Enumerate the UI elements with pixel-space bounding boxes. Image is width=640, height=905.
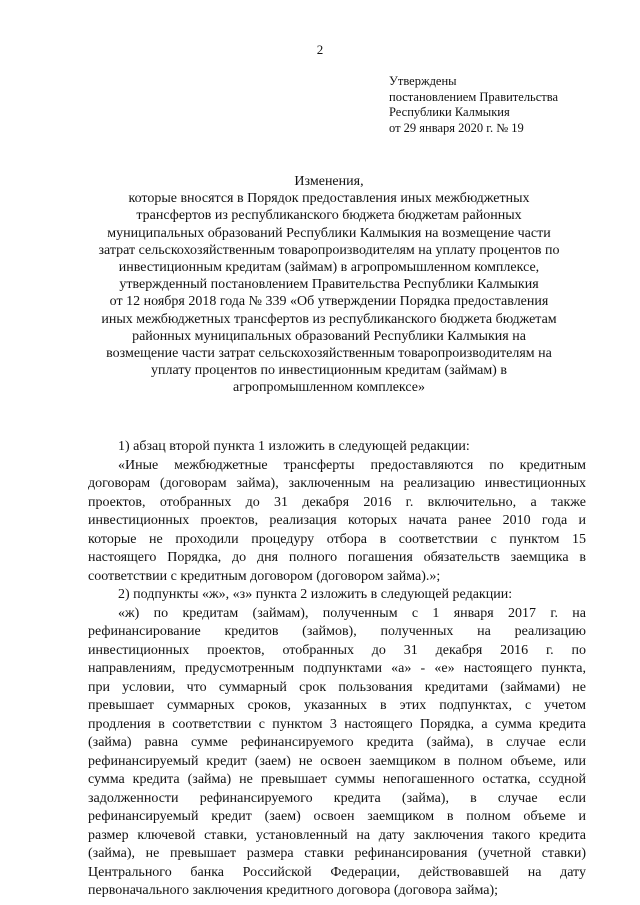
title-line: затрат сельскохозяйственным товаропроизводителям на уплату процентов по	[98, 242, 560, 258]
body-line: «Иные межбюджетные трансферты предоставляются по кредитным	[118, 457, 586, 473]
body-line: которые не проходили процедуру отбора в соответствии с пунктом 15	[88, 531, 586, 547]
approval-line: Республики Калмыкия	[389, 105, 510, 119]
page-number: 2	[316, 42, 324, 57]
body-line: договорам (договорам займа), заключенным на реализацию инвестиционных	[88, 476, 586, 491]
body-line: (займа), не превышает размера ставки рефинансирования (учетной ставки)	[88, 846, 586, 861]
title-line: муниципальных образований Республики Калмыкия на возмещение части	[107, 225, 551, 241]
title-line: которые вносятся в Порядок предоставления иных межбюджетных	[128, 191, 530, 207]
document-title	[70, 173, 588, 397]
body-line: размер ключевой ставки, установленный на дату заключения такого кредита	[88, 827, 586, 843]
body-line: 1) абзац второй пункта 1 изложить в следующей редакции:	[118, 439, 470, 454]
body-line: Центрального банка Российской Федерации, действовавшей на дату	[88, 864, 586, 880]
title-line: трансфертов из республиканского бюджета бюджетам районных	[136, 208, 522, 224]
approval-line: Утверждены	[389, 74, 457, 88]
body-line: 2) подпункты «ж», «з» пункта 2 изложить в следующей редакции:	[118, 587, 513, 602]
body-line: первоначального заключения кредитного договора (договора займа);	[88, 883, 499, 898]
body-line: превышает суммарных сроков, указанных в этих подпунктах, с учетом	[88, 698, 586, 713]
title-line: от 12 ноября 2018 года № 339 «Об утверждении Порядка предоставления	[109, 294, 549, 310]
body-line: при условии, что суммарный срок пользования кредитами (займами) не	[88, 679, 586, 695]
body-line: инвестиционных проектов, реализация которых начата ранее 2010 года и	[88, 513, 586, 528]
title-line: агропромышленном комплексе»	[233, 380, 425, 396]
body-line: соответствии с кредитным договором (договором займа).»;	[88, 568, 441, 584]
body-line: настоящего Порядка, до дня полного погашения обязательств заемщика в	[88, 550, 586, 565]
body-line: продления в соответствии с пунктом 3 настоящего Порядка, а сумма кредита	[88, 716, 586, 732]
title-line: возмещение части затрат сельскохозяйственным товаропроизводителям на	[106, 346, 552, 362]
body-line: рефинансируемый кредит (заем) освоен заемщиком в полном объеме и	[88, 809, 586, 824]
body-line: (займа) равна сумме рефинансируемого кредита (займа), в случае если	[88, 735, 586, 750]
approval-line: постановлением Правительства	[389, 89, 559, 104]
title-line: районных муниципальных образований Республики Калмыкия на	[132, 328, 526, 344]
approval-line: от 29 января 2020 г. № 19	[389, 120, 524, 135]
body-line: сумма кредита (займа) не превышает суммы непогашенного остатка, ссудной	[88, 772, 586, 787]
body-line: направлениям, предусмотренным подпунктами «а» - «е» настоящего пункта,	[88, 661, 586, 676]
body-line: рефинансирование кредитов (займов), полученных на реализацию	[88, 624, 586, 639]
body-line: инвестиционных проектов, отобранных до 31 декабря 2016 г. по	[88, 642, 586, 658]
title-line: Изменения,	[294, 174, 364, 189]
approval-stamp	[389, 74, 619, 136]
title-line: иных межбюджетных трансфертов из республиканского бюджета бюджетам	[101, 311, 557, 327]
body-line: проектов, отобранных до 31 декабря 2016 г. включительно, а также	[88, 494, 586, 510]
body-line: задолженности рефинансируемого кредита (займа), в случае если	[88, 790, 586, 806]
title-line: инвестиционным кредитам (займам) в агропромышленном комплексе,	[118, 260, 540, 276]
title-line: утвержденный постановлением Правительства Республики Калмыкия	[119, 277, 539, 293]
body-line: «ж) по кредитам (займам), полученным с 1 января 2017 г. на	[118, 605, 586, 621]
title-line: уплату процентов по инвестиционным кредитам (займам) в	[151, 363, 507, 379]
body-line: рефинансируемый кредит (заем) не освоен заемщиком в полном объеме, или	[88, 753, 586, 769]
document-body	[88, 438, 586, 901]
